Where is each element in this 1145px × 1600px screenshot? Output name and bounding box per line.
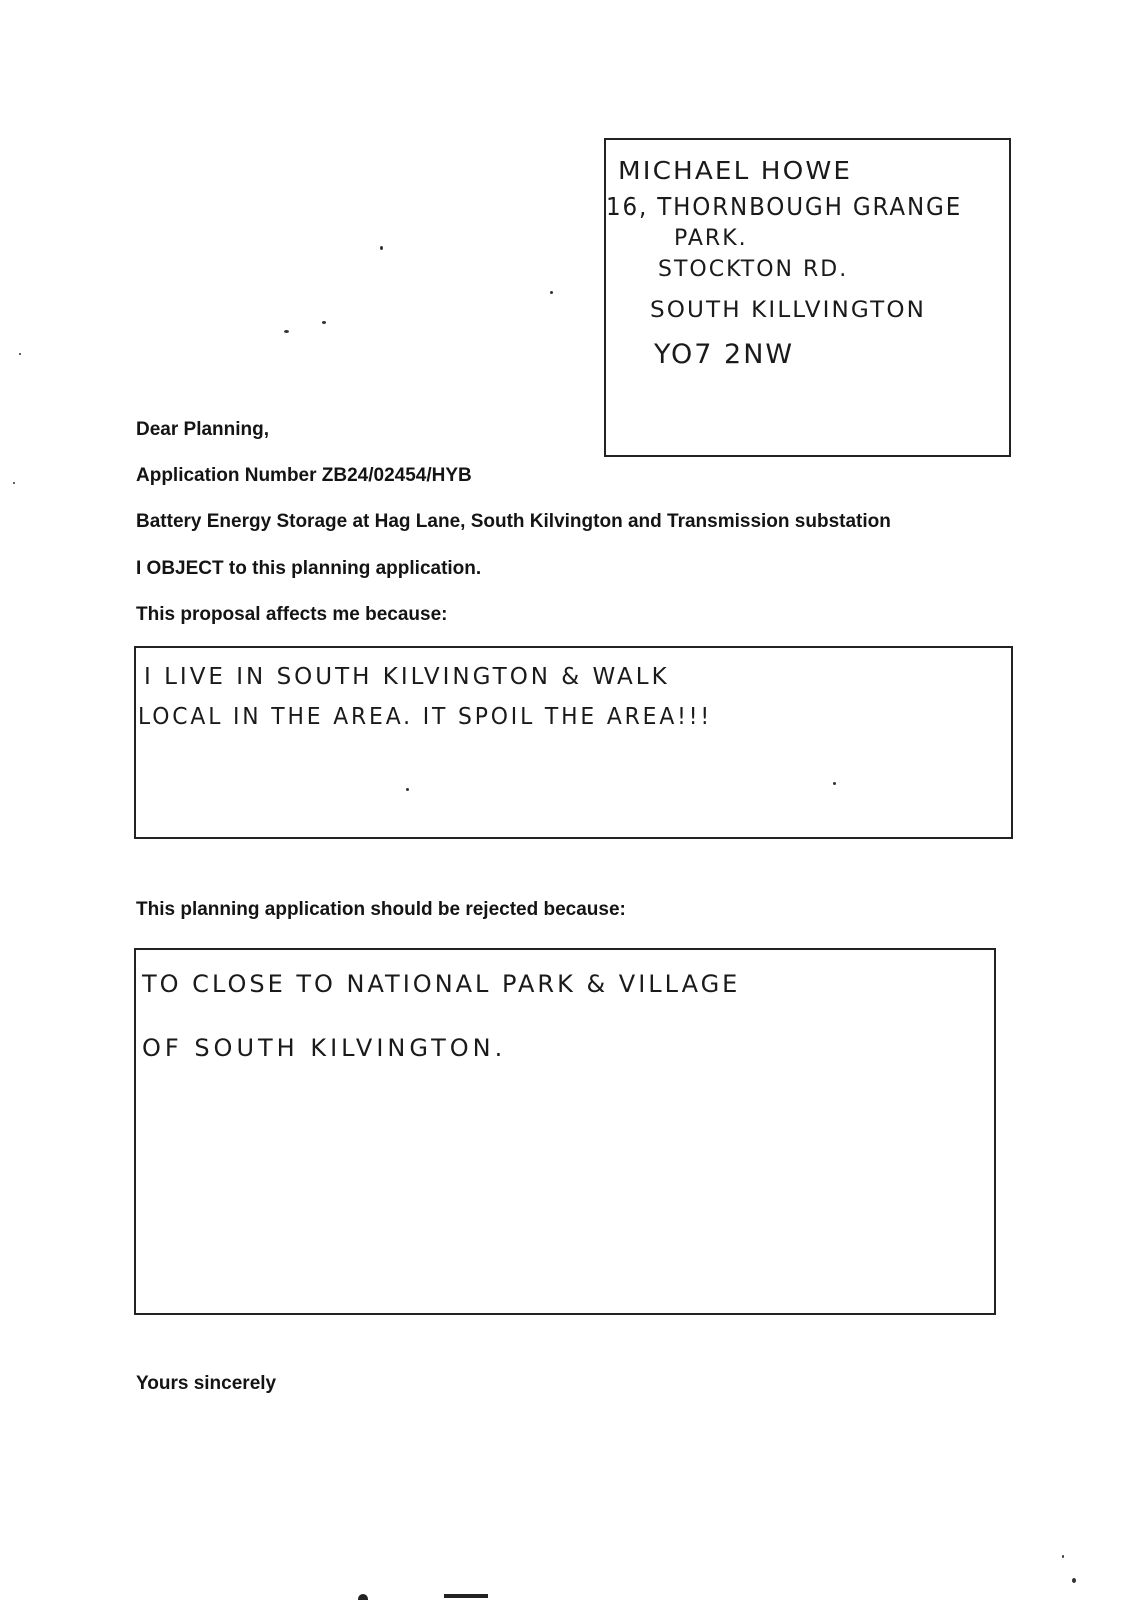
scan-speck — [406, 788, 409, 791]
scan-speck — [550, 291, 553, 294]
scan-speck — [13, 482, 15, 484]
salutation: Dear Planning, — [136, 419, 270, 440]
scan-speck — [322, 321, 326, 324]
address-box — [604, 138, 1011, 457]
application-number: Application Number ZB24/02454/HYB — [136, 465, 472, 486]
scan-speck — [19, 353, 21, 355]
affects-response-box — [134, 646, 1013, 839]
address-line-road: STOCKTON RD. — [658, 257, 849, 282]
application-subject: Battery Energy Storage at Hag Lane, South Kilvington and Transmission substation — [136, 511, 891, 532]
scan-speck — [1062, 1555, 1064, 1558]
affects-line-1: I LIVE IN SOUTH KILVINGTON & WALK — [144, 664, 670, 690]
cutoff-mark — [358, 1594, 368, 1600]
affects-label: This proposal affects me because: — [136, 604, 448, 625]
rejected-response-box — [134, 948, 996, 1315]
objection-statement: I OBJECT to this planning application. — [136, 558, 482, 579]
rejected-line-1: TO CLOSE TO NATIONAL PARK & VILLAGE — [142, 970, 741, 998]
rejected-label: This planning application should be rejected because: — [136, 899, 626, 920]
scan-speck — [1072, 1578, 1076, 1583]
address-line-park: PARK. — [674, 226, 748, 251]
scan-speck — [380, 246, 383, 250]
cutoff-mark — [444, 1594, 488, 1598]
address-line-street: 16, THORNBOUGH GRANGE — [606, 192, 963, 221]
address-line-village: SOUTH KILLVINGTON — [650, 298, 926, 323]
scan-speck — [284, 330, 289, 333]
scan-speck — [833, 782, 836, 785]
address-line-postcode: YO7 2NW — [654, 339, 795, 370]
affects-line-2: LOCAL IN THE AREA. IT SPOIL THE AREA!!! — [138, 704, 712, 730]
address-line-name: MICHAEL HOWE — [618, 156, 853, 185]
closing: Yours sincerely — [136, 1373, 277, 1394]
rejected-line-2: OF SOUTH KILVINGTON. — [142, 1034, 507, 1062]
